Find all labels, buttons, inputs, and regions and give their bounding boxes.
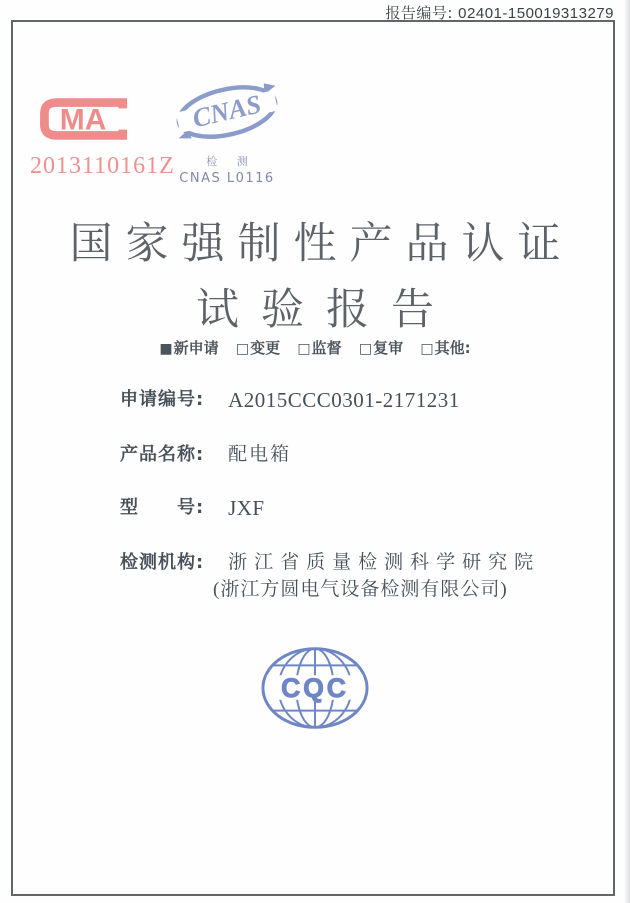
field-value: JXF — [228, 496, 265, 520]
report-number-value: 02401-150019313279 — [458, 5, 614, 22]
option-new-application — [159, 339, 218, 357]
option-review — [359, 339, 403, 357]
cqc-logo-block — [260, 646, 370, 734]
field-label: 产品名称: — [120, 444, 205, 465]
field-value: 浙江省质量检测科学研究院 — [228, 552, 541, 573]
cnas-caption: 检 测 — [206, 155, 256, 168]
field-label: 申请编号: — [120, 389, 205, 410]
checkbox-unchecked-icon: □ — [358, 341, 373, 357]
cnas-logo-icon — [168, 80, 286, 146]
field-product-name — [120, 443, 560, 467]
cma-certificate-code: 2013110161Z — [30, 153, 175, 179]
option-label: 其他: — [434, 339, 471, 357]
report-number-label: 报告编号: — [385, 4, 453, 22]
option-label: 复审 — [373, 339, 404, 357]
application-type-options — [0, 337, 630, 358]
cnas-letters: CNAS — [189, 88, 264, 134]
cnas-accreditation-block — [168, 80, 286, 186]
option-label: 变更 — [250, 339, 281, 357]
option-label: 监督 — [311, 339, 342, 357]
field-label: 型 号: — [120, 497, 205, 518]
field-application-number — [120, 388, 560, 414]
option-label: 新申请 — [173, 339, 219, 357]
report-title-line2: 试验报告 — [196, 285, 456, 335]
checkbox-unchecked-icon: □ — [297, 341, 311, 357]
field-testing-organization — [120, 551, 560, 602]
field-value-line2: (浙江方圆电气设备检测有限公司) — [213, 579, 508, 600]
cnas-accreditation-number: CNAS L0116 — [179, 171, 275, 186]
option-change — [236, 339, 280, 357]
cma-logo-icon — [30, 90, 142, 148]
field-value: A2015CCC0301-2171231 — [228, 388, 460, 412]
checkbox-unchecked-icon: □ — [235, 341, 250, 357]
field-value: 配电箱 — [228, 444, 292, 465]
option-other — [420, 339, 470, 357]
field-model — [120, 496, 560, 522]
report-title-line1: 国家强制性产品认证 — [69, 219, 574, 269]
cqc-globe-icon — [260, 646, 370, 730]
cqc-letters: CQC — [281, 672, 349, 703]
checkbox-checked-icon: ■ — [159, 341, 173, 357]
option-supervision — [297, 339, 341, 357]
scan-edge-shadow — [624, 0, 630, 903]
cma-letters: MA — [59, 103, 107, 137]
report-fields — [120, 388, 560, 631]
cma-accreditation-block — [30, 90, 175, 180]
checkbox-unchecked-icon: □ — [420, 341, 434, 357]
field-label: 检测机构: — [120, 552, 205, 573]
